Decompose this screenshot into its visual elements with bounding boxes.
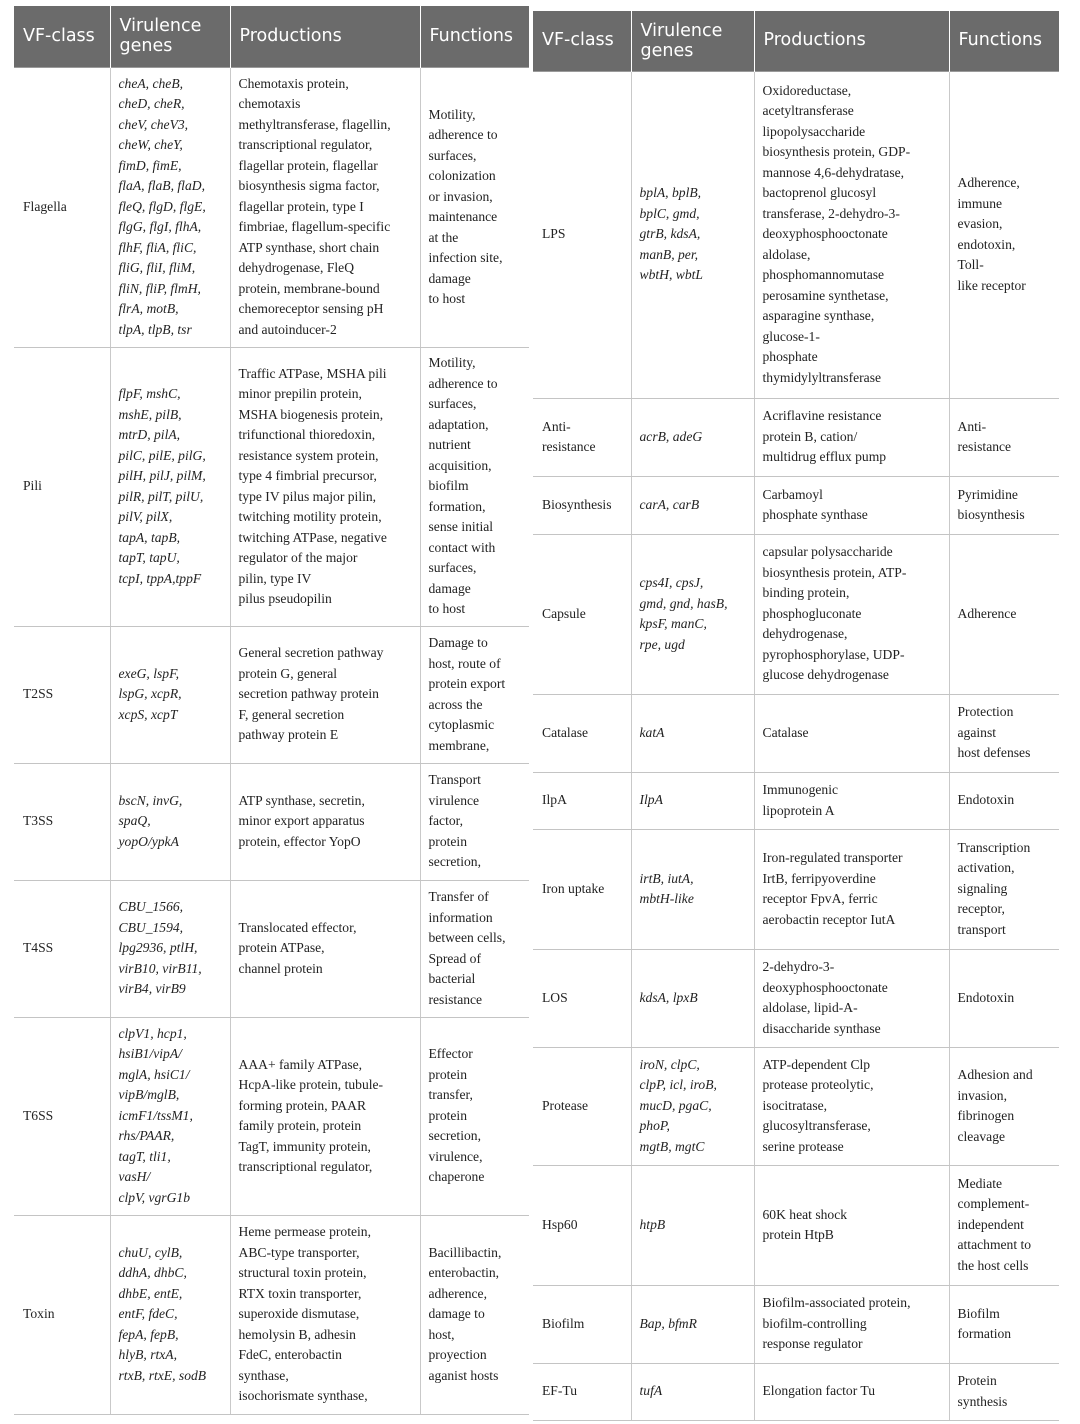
productions-cell: Oxidoreductase, acetyltransferase lipopolysaccharide biosynthesis protein, GDP- mannose 4,6-dehydratase, bactoprenol glucosyl transferase, 2-dehydro-3- deoxyphosphooctonate aldolase, phosphomannomutase perosamine synthetase, asparagine synthase, glucose-1- phosphate thymidylyltransferase bbox=[754, 71, 949, 398]
functions-cell: Transcription activation, signaling receptor, transport bbox=[949, 829, 1059, 949]
table-row bbox=[533, 476, 1059, 534]
table-row bbox=[533, 1047, 1059, 1165]
header-vf-class: VF-class bbox=[533, 11, 631, 71]
genes-cell: htpB bbox=[631, 1165, 754, 1285]
functions-cell: Effector protein transfer, protein secretion, virulence, chaperone bbox=[420, 1017, 529, 1215]
table-row bbox=[533, 949, 1059, 1047]
productions-cell: 2-dehydro-3- deoxyphosphooctonate aldolase, lipid-A- disaccharide synthase bbox=[754, 949, 949, 1047]
header-productions: Productions bbox=[754, 11, 949, 71]
functions-cell: Protein synthesis bbox=[949, 1363, 1059, 1420]
functions-cell: Mediate complement- independent attachment to the host cells bbox=[949, 1165, 1059, 1285]
productions-cell: Heme permease protein, ABC-type transporter, structural toxin protein, RTX toxin transporter, superoxide dismutase, hemolysin B, adhesin FdeC, enterobactin synthase, isochorismate synthase, bbox=[230, 1215, 420, 1414]
genes-cell: cheA, cheB, cheD, cheR, cheV, cheV3, cheW, cheY, fimD, fimE, flaA, flaB, flaD, fleQ, flgD, flgE, flgG, flgI, flhA, flhF, fliA, fliC, fliG, fliI, fliM, fliN, fliP, flmH, flrA, motB, tlpA, tlpB, tsr bbox=[110, 67, 230, 347]
genes-cell: bscN, invG, spaQ, yopO/ypkA bbox=[110, 763, 230, 880]
table-row bbox=[14, 763, 529, 880]
vf-class-cell: Flagella bbox=[14, 67, 110, 347]
productions-cell: Elongation factor Tu bbox=[754, 1363, 949, 1420]
table-row bbox=[533, 1165, 1059, 1285]
productions-cell: Catalase bbox=[754, 694, 949, 772]
header-productions: Productions bbox=[230, 6, 420, 67]
productions-cell: Biofilm-associated protein, biofilm-controlling response regulator bbox=[754, 1285, 949, 1363]
virulence-table-right bbox=[533, 11, 1059, 1421]
header-vf-class: VF-class bbox=[14, 6, 110, 67]
functions-cell: Protection against host defenses bbox=[949, 694, 1059, 772]
genes-cell: katA bbox=[631, 694, 754, 772]
genes-cell: kdsA, lpxB bbox=[631, 949, 754, 1047]
genes-cell: clpV1, hcp1, hsiB1/vipA/ mglA, hsiC1/ vipB/mglB, icmF1/tssM1, rhs/PAAR, tagT, tli1, vasH/ clpV, vgrG1b bbox=[110, 1017, 230, 1215]
vf-class-cell: Hsp60 bbox=[533, 1165, 631, 1285]
vf-class-cell: Iron uptake bbox=[533, 829, 631, 949]
functions-cell: Transfer of information between cells, Spread of bacterial resistance bbox=[420, 880, 529, 1017]
vf-class-cell: Biofilm bbox=[533, 1285, 631, 1363]
functions-cell: Anti- resistance bbox=[949, 398, 1059, 476]
productions-cell: ATP-dependent Clp protease proteolytic, isocitratase, glucosyltransferase, serine protease bbox=[754, 1047, 949, 1165]
vf-class-cell: T2SS bbox=[14, 626, 110, 763]
vf-class-cell: T4SS bbox=[14, 880, 110, 1017]
table-row bbox=[533, 71, 1059, 398]
functions-cell: Endotoxin bbox=[949, 772, 1059, 829]
productions-cell: Chemotaxis protein, chemotaxis methyltransferase, flagellin, transcriptional regulator, flagellar protein, flagellar biosynthesis sigma factor, flagellar protein, type I fimbriae, flagellum-specific ATP synthase, short chain dehydrogenase, FleQ protein, membrane-bound chemoreceptor sensing pH and autoinducer-2 bbox=[230, 67, 420, 347]
table-row bbox=[14, 880, 529, 1017]
header-functions: Functions bbox=[949, 11, 1059, 71]
productions-cell: Carbamoyl phosphate synthase bbox=[754, 476, 949, 534]
table-row bbox=[533, 772, 1059, 829]
productions-cell: AAA+ family ATPase, HcpA-like protein, tubule- forming protein, PAAR family protein, protein TagT, immunity protein, transcriptional regulator, bbox=[230, 1017, 420, 1215]
functions-cell: Motility, adherence to surfaces, adaptation, nutrient acquisition, biofilm formation, sense initial contact with surfaces, damage to host bbox=[420, 347, 529, 626]
table-row bbox=[14, 626, 529, 763]
vf-class-cell: Pili bbox=[14, 347, 110, 626]
productions-cell: capsular polysaccharide biosynthesis protein, ATP- binding protein, phosphogluconate dehydrogenase, pyrophosphorylase, UDP- glucose dehydrogenase bbox=[754, 534, 949, 694]
vf-class-cell: Protease bbox=[533, 1047, 631, 1165]
functions-cell: Pyrimidine biosynthesis bbox=[949, 476, 1059, 534]
productions-cell: Immunogenic lipoprotein A bbox=[754, 772, 949, 829]
vf-class-cell: IlpA bbox=[533, 772, 631, 829]
table-row bbox=[533, 1363, 1059, 1420]
vf-class-cell: LPS bbox=[533, 71, 631, 398]
header-virulence-genes: Virulence genes bbox=[631, 11, 754, 71]
productions-cell: 60K heat shock protein HtpB bbox=[754, 1165, 949, 1285]
vf-class-cell: Catalase bbox=[533, 694, 631, 772]
vf-class-cell: T3SS bbox=[14, 763, 110, 880]
genes-cell: cps4I, cpsJ, gmd, gnd, hasB, kpsF, manC, rpe, ugd bbox=[631, 534, 754, 694]
table-row bbox=[14, 1215, 529, 1414]
header-row bbox=[14, 6, 529, 67]
genes-cell: IlpA bbox=[631, 772, 754, 829]
genes-cell: acrB, adeG bbox=[631, 398, 754, 476]
vf-class-cell: LOS bbox=[533, 949, 631, 1047]
genes-cell: carA, carB bbox=[631, 476, 754, 534]
vf-class-cell: Biosynthesis bbox=[533, 476, 631, 534]
genes-cell: CBU_1566, CBU_1594, lpg2936, ptlH, virB10, virB11, virB4, virB9 bbox=[110, 880, 230, 1017]
header-functions: Functions bbox=[420, 6, 529, 67]
table-row bbox=[533, 694, 1059, 772]
table-row bbox=[533, 534, 1059, 694]
productions-cell: Translocated effector, protein ATPase, channel protein bbox=[230, 880, 420, 1017]
table-row bbox=[533, 829, 1059, 949]
vf-class-cell: T6SS bbox=[14, 1017, 110, 1215]
table-row bbox=[14, 1017, 529, 1215]
functions-cell: Transport virulence factor, protein secretion, bbox=[420, 763, 529, 880]
productions-cell: Iron-regulated transporter IrtB, ferripyoverdine receptor FpvA, ferric aerobactin receptor IutA bbox=[754, 829, 949, 949]
functions-cell: Adherence, immune evasion, endotoxin, Toll- like receptor bbox=[949, 71, 1059, 398]
functions-cell: Adhesion and invasion, fibrinogen cleavage bbox=[949, 1047, 1059, 1165]
productions-cell: Acriflavine resistance protein B, cation/ multidrug efflux pump bbox=[754, 398, 949, 476]
table-row bbox=[14, 347, 529, 626]
functions-cell: Bacillibactin, enterobactin, adherence, damage to host, proyection aganist hosts bbox=[420, 1215, 529, 1414]
table-row bbox=[533, 1285, 1059, 1363]
functions-cell: Endotoxin bbox=[949, 949, 1059, 1047]
table-row bbox=[533, 398, 1059, 476]
header-virulence-genes: Virulence genes bbox=[110, 6, 230, 67]
header-row bbox=[533, 11, 1059, 71]
genes-cell: exeG, lspF, lspG, xcpR, xcpS, xcpT bbox=[110, 626, 230, 763]
genes-cell: flpF, mshC, mshE, pilB, mtrD, pilA, pilC, pilE, pilG, pilH, pilJ, pilM, pilR, pilT, pilU, pilV, pilX, tapA, tapB, tapT, tapU, tcpI, tppA,tppF bbox=[110, 347, 230, 626]
productions-cell: General secretion pathway protein G, general secretion pathway protein F, general secretion pathway protein E bbox=[230, 626, 420, 763]
functions-cell: Adherence bbox=[949, 534, 1059, 694]
genes-cell: Bap, bfmR bbox=[631, 1285, 754, 1363]
vf-class-cell: Capsule bbox=[533, 534, 631, 694]
vf-class-cell: Toxin bbox=[14, 1215, 110, 1414]
productions-cell: ATP synthase, secretin, minor export apparatus protein, effector YopO bbox=[230, 763, 420, 880]
functions-cell: Biofilm formation bbox=[949, 1285, 1059, 1363]
functions-cell: Motility, adherence to surfaces, colonization or invasion, maintenance at the infection site, damage to host bbox=[420, 67, 529, 347]
vf-class-cell: EF-Tu bbox=[533, 1363, 631, 1420]
genes-cell: chuU, cylB, ddhA, dhbC, dhbE, entE, entF, fdeC, fepA, fepB, hlyB, rtxA, rtxB, rtxE, sodB bbox=[110, 1215, 230, 1414]
productions-cell: Traffic ATPase, MSHA pili minor prepilin protein, MSHA biogenesis protein, trifunctional thioredoxin, resistance system protein, type 4 fimbrial precursor, type IV pilus major pilin, twitching motility protein, twitching ATPase, negative regulator of the major pilin, type IV pilus pseudopilin bbox=[230, 347, 420, 626]
functions-cell: Damage to host, route of protein export across the cytoplasmic membrane, bbox=[420, 626, 529, 763]
virulence-table-left bbox=[14, 6, 529, 1415]
genes-cell: tufA bbox=[631, 1363, 754, 1420]
genes-cell: irtB, iutA, mbtH-like bbox=[631, 829, 754, 949]
genes-cell: iroN, clpC, clpP, icl, iroB, mucD, pgaC, phoP, mgtB, mgtC bbox=[631, 1047, 754, 1165]
vf-class-cell: Anti- resistance bbox=[533, 398, 631, 476]
table-row bbox=[14, 67, 529, 347]
genes-cell: bplA, bplB, bplC, gmd, gtrB, kdsA, manB, per, wbtH, wbtL bbox=[631, 71, 754, 398]
